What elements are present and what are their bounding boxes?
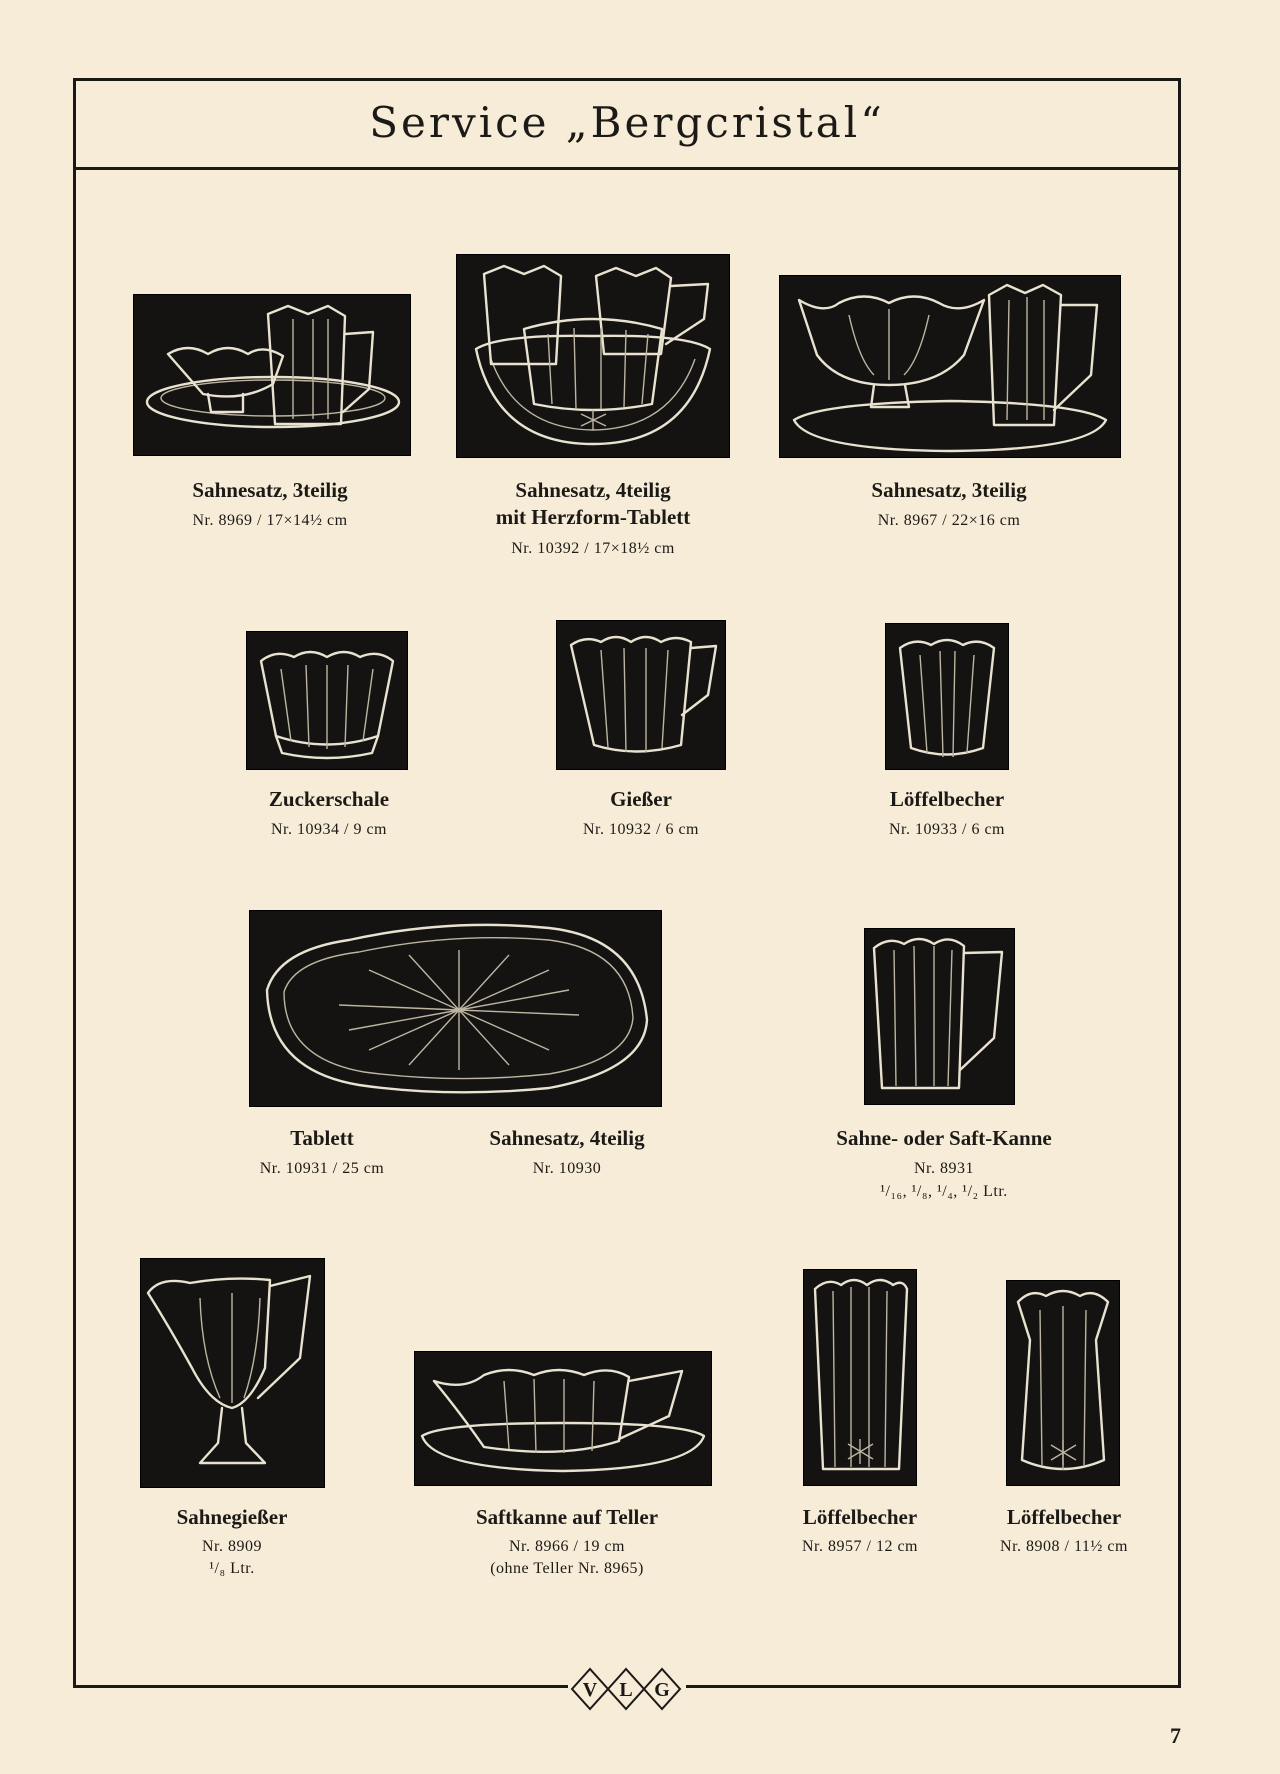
page-number: 7 <box>1170 1723 1181 1748</box>
item-ref-volumes: ¹/₁₆, ¹/₈, ¹/₄, ¹/₂ Ltr. <box>880 1183 1008 1200</box>
item-name: Sahnesatz, 4teilig <box>515 478 671 502</box>
item-ref: Nr. 8967 / 22×16 cm <box>877 512 1021 529</box>
item-ref-volume: ¹/₈ Ltr. <box>209 1560 255 1577</box>
logo-letter: G <box>654 1679 670 1701</box>
item-name: Gießer <box>610 787 672 811</box>
item-name: Zuckerschale <box>268 787 390 811</box>
cream-pitcher-icon <box>140 1258 325 1488</box>
logo-letter: L <box>619 1679 633 1701</box>
item-ref: Nr. 8966 / 19 cm <box>509 1538 625 1555</box>
item-name: Löffelbecher <box>802 1505 918 1529</box>
cream-set-3-piece-large-icon <box>779 275 1121 458</box>
item-ref-note: (ohne Teller Nr. 8965) <box>490 1560 644 1577</box>
item-name: Sahnegießer <box>176 1505 288 1529</box>
item-ref: Nr. 10934 / 9 cm <box>271 821 387 838</box>
cream-set-3-piece-icon <box>133 294 411 456</box>
item-ref: Nr. 10392 / 17×18½ cm <box>511 540 675 557</box>
item-name: Saftkanne auf Teller <box>475 1505 659 1529</box>
sugar-bowl-icon <box>246 631 408 770</box>
item-name: Löffelbecher <box>1006 1505 1122 1529</box>
item-ref: Nr. 8957 / 12 cm <box>802 1538 918 1555</box>
page-title: Service „Bergcristal“ <box>369 98 885 147</box>
title-bar <box>73 78 1181 170</box>
item-name: Löffelbecher <box>889 787 1005 811</box>
item-ref: Nr. 10931 / 25 cm <box>259 1160 385 1177</box>
item-name-line2: mit Herzform-Tablett <box>495 505 691 529</box>
item-ref: Nr. 8931 <box>914 1160 974 1177</box>
cream-set-4-piece-icon <box>456 254 730 458</box>
creamer-icon <box>556 620 726 770</box>
tray-icon <box>249 910 662 1107</box>
spoon-vase-icon <box>1006 1280 1120 1486</box>
item-name: Sahnesatz, 3teilig <box>192 478 348 502</box>
item-ref: Nr. 8908 / 11½ cm <box>1000 1538 1128 1555</box>
juice-jug-on-plate-icon <box>414 1351 712 1486</box>
item-name: Sahne- oder Saft-Kanne <box>836 1126 1052 1150</box>
item-ref: Nr. 10933 / 6 cm <box>889 821 1005 838</box>
item-name: Sahnesatz, 3teilig <box>871 478 1027 502</box>
item-ref: Nr. 8969 / 17×14½ cm <box>192 512 348 529</box>
item-ref: Nr. 10932 / 6 cm <box>583 821 699 838</box>
juice-jug-icon <box>864 928 1015 1105</box>
vlg-logo <box>568 1665 686 1713</box>
item-ref: Nr. 10930 <box>532 1160 602 1177</box>
item-ref: Nr. 8909 <box>202 1538 262 1555</box>
tall-spoon-beaker-icon <box>803 1269 917 1486</box>
item-name: Sahnesatz, 4teilig <box>489 1126 645 1150</box>
spoon-beaker-icon <box>885 623 1009 770</box>
item-name: Tablett <box>290 1126 354 1150</box>
logo-letter: V <box>582 1679 598 1701</box>
